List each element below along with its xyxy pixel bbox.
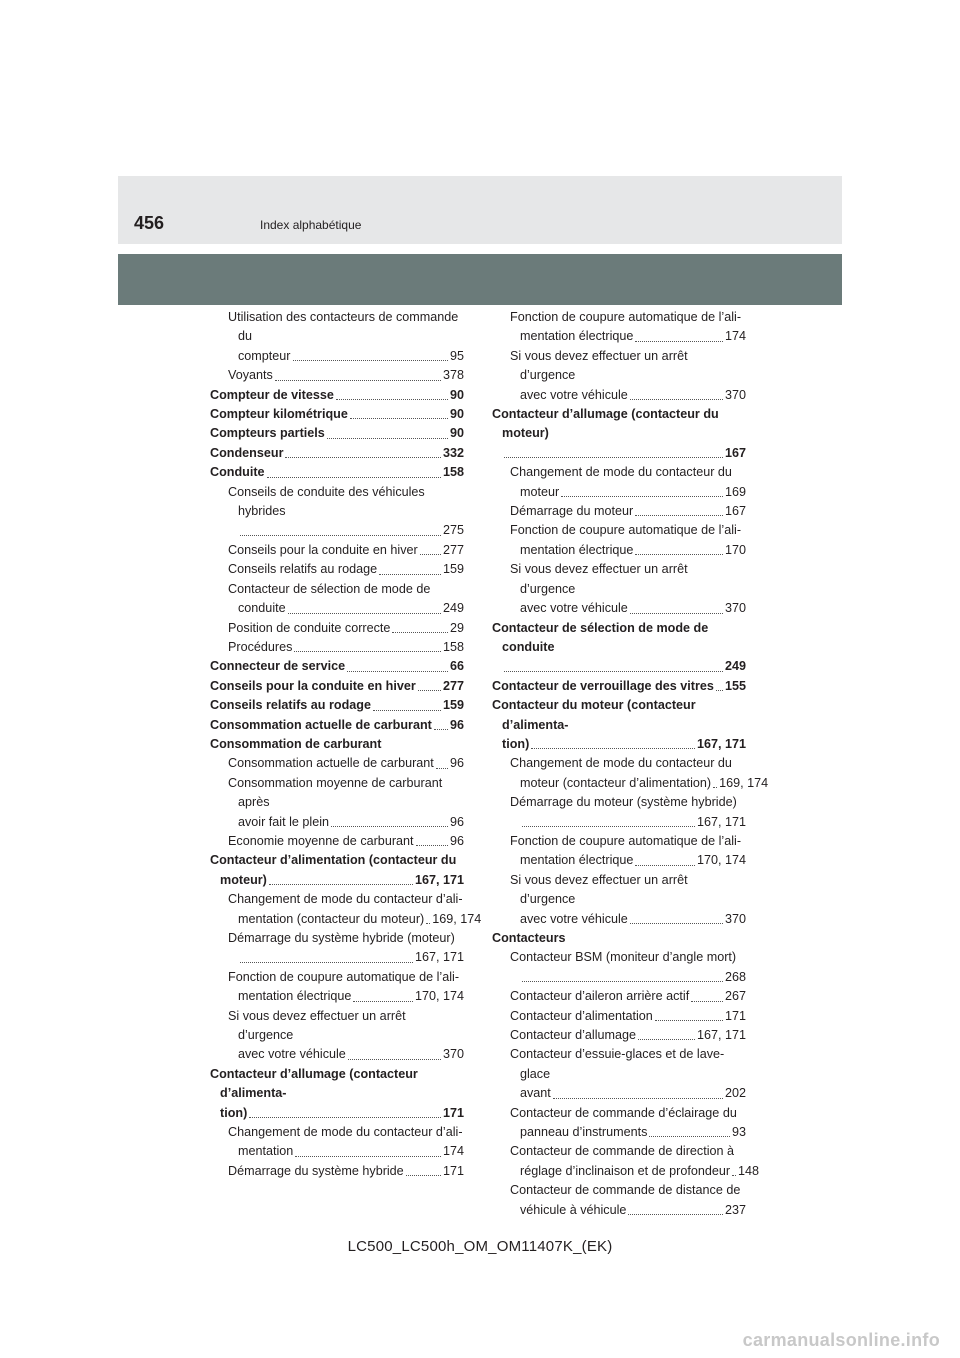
page-ref: 370	[724, 387, 746, 402]
page-ref: 169, 174	[432, 911, 482, 926]
index-subentry	[492, 1045, 746, 1103]
entry-first-line	[510, 347, 746, 386]
page-ref: 370	[724, 911, 746, 926]
leader-dots	[275, 379, 441, 381]
entry-label: Contacteur de commande de distance de	[510, 1183, 741, 1198]
index-subentry	[492, 560, 746, 618]
entry-label: Contacteurs	[492, 931, 566, 945]
entry-first-line	[510, 871, 746, 910]
page-ref: 370	[442, 1047, 464, 1062]
entry-label: Contacteur de verrouillage des vitres	[492, 678, 714, 693]
index-subentry	[492, 521, 746, 560]
leader-dots	[240, 534, 441, 536]
entry-continuation: mentation électrique	[520, 542, 634, 557]
page-ref: 268	[724, 969, 746, 984]
leader-dots	[630, 922, 723, 924]
entry-label: Fonction de coupure automatique de l’ali-	[228, 969, 460, 984]
entry-first-line	[510, 308, 746, 327]
entry-label: Contacteur d’alimentation (contacteur du	[210, 853, 457, 868]
entry-label: Conseils relatifs au rodage	[228, 562, 378, 577]
entry-label: Démarrage du moteur	[510, 504, 634, 519]
page-ref: 202	[724, 1086, 746, 1101]
leader-dots	[531, 747, 695, 749]
index-entry	[210, 657, 464, 676]
leader-dots	[522, 825, 695, 827]
entry-continuation: mentation électrique	[520, 329, 634, 344]
index-entry	[210, 851, 464, 890]
index-column-left	[210, 308, 482, 1181]
entry-continuation-line	[520, 327, 746, 346]
index-subentry	[210, 1123, 464, 1162]
index-subentry	[492, 793, 746, 832]
entry-continuation-line	[238, 813, 464, 832]
page-ref: 90	[449, 387, 464, 402]
index-subentry	[492, 1142, 760, 1181]
index-entry	[210, 424, 464, 443]
index-subentry	[210, 541, 464, 560]
entry-label: Consommation moyenne de carburant après	[228, 775, 443, 810]
leader-dots	[434, 728, 448, 730]
entry-first-line	[510, 1045, 746, 1084]
page-ref: 378	[442, 368, 464, 383]
leader-dots	[269, 883, 413, 885]
leader-dots	[655, 1019, 723, 1021]
entry-label: Contacteur de commande d’éclairage du	[510, 1105, 737, 1120]
leader-dots	[630, 612, 723, 614]
page-ref: 167	[724, 504, 746, 519]
index-subentry	[210, 483, 464, 541]
page-ref: 96	[449, 814, 464, 829]
leader-dots	[348, 1058, 441, 1060]
entry-first-line	[228, 774, 464, 813]
leader-dots	[249, 1116, 441, 1118]
entry-label: Si vous devez effectuer un arrêt d’urgence	[510, 872, 688, 907]
entry-label: Contacteur de commande de direction à	[510, 1144, 735, 1159]
leader-dots	[522, 980, 723, 982]
page-ref: 167	[724, 445, 746, 460]
index-subentry	[210, 308, 464, 366]
entry-label: Compteur kilométrique	[210, 407, 348, 422]
leader-dots	[716, 689, 723, 691]
entry-continuation: mentation (contacteur du moteur)	[238, 911, 425, 926]
index-subentry	[210, 638, 464, 657]
entry-label: Fonction de coupure automatique de l’ali-	[510, 310, 742, 324]
entry-continuation-line	[238, 1045, 464, 1064]
entry-continuation-line	[520, 774, 769, 793]
entry-label: Contacteur de sélection de mode de conduite	[492, 620, 709, 654]
entry-label: Changement de mode du contacteur d’ali-	[228, 1125, 463, 1140]
entry-label: Changement de mode du contacteur d’ali-	[228, 892, 463, 907]
entry-first-line	[210, 851, 464, 870]
page-ref: 370	[724, 601, 746, 616]
index-entry	[210, 735, 464, 754]
entry-continuation-line	[520, 1162, 760, 1181]
entry-continuation-line	[520, 968, 746, 987]
page-ref: 169, 174	[719, 775, 769, 790]
entry-continuation-line	[520, 483, 746, 502]
entry-first-line	[492, 405, 746, 444]
watermark: carmanualsonline.info	[742, 1330, 940, 1350]
leader-dots	[285, 456, 441, 458]
entry-continuation-line	[502, 735, 746, 754]
index-subentry	[492, 987, 746, 1006]
entry-label: Condenseur	[210, 445, 284, 460]
entry-continuation: véhicule à véhicule	[520, 1202, 627, 1217]
leader-dots	[373, 709, 441, 711]
entry-continuation: avec votre véhicule	[238, 1047, 346, 1062]
page-ref: 170, 174	[696, 853, 746, 868]
page-ref: 90	[449, 407, 464, 422]
entry-label: Contacteur d’allumage (contacteur d’alimenta-	[210, 1066, 418, 1101]
leader-dots	[353, 1000, 413, 1002]
leader-dots	[392, 631, 448, 633]
page-ref: 93	[731, 1125, 746, 1140]
page-ref: 171	[442, 1163, 464, 1178]
entry-continuation-line	[520, 1084, 746, 1103]
leader-dots	[630, 398, 723, 400]
page-ref: 155	[724, 678, 746, 693]
index-subentry	[210, 1162, 464, 1181]
page-ref: 159	[442, 698, 464, 713]
header-color-bar	[118, 254, 842, 305]
entry-continuation: tion)	[220, 1105, 248, 1120]
page-ref: 167, 171	[414, 872, 464, 887]
entry-label: Contacteur d’alimentation	[510, 1008, 653, 1023]
entry-continuation-line	[520, 851, 746, 870]
entry-continuation-line	[238, 987, 464, 1006]
entry-first-line	[510, 1142, 746, 1161]
entry-continuation-line	[220, 871, 464, 890]
entry-continuation: réglage d’inclinaison et de profondeur	[520, 1163, 731, 1178]
leader-dots	[713, 786, 717, 788]
entry-first-line	[510, 560, 746, 599]
page-ref: 277	[442, 542, 464, 557]
entry-label: Contacteur du moteur (contacteur d’alimenta-	[492, 698, 696, 732]
entry-label: Position de conduite correcte	[228, 620, 391, 635]
index-subentry	[210, 832, 464, 851]
entry-label: Connecteur de service	[210, 659, 346, 674]
page-ref: 171	[724, 1008, 746, 1023]
entry-first-line	[510, 948, 746, 967]
entry-continuation-line	[238, 948, 464, 967]
page-ref: 158	[442, 465, 464, 480]
leader-dots	[420, 553, 441, 555]
entry-label: Contacteur d’aileron arrière actif	[510, 989, 690, 1004]
entry-first-line	[228, 580, 464, 599]
leader-dots	[347, 670, 448, 672]
entry-first-line	[228, 929, 464, 948]
index-entry	[210, 677, 464, 696]
leader-dots	[327, 437, 448, 439]
index-subentry	[210, 929, 464, 968]
entry-first-line	[228, 308, 464, 347]
index-column-right	[492, 308, 769, 1220]
index-subentry	[210, 754, 464, 773]
entry-label: Contacteur BSM (moniteur d’angle mort)	[510, 950, 737, 965]
entry-continuation: avoir fait le plein	[238, 814, 330, 829]
index-subentry	[492, 948, 746, 987]
leader-dots	[691, 1000, 723, 1002]
index-subentry	[210, 1007, 464, 1065]
entry-label: Conseils pour la conduite en hiver	[228, 542, 418, 557]
index-subentry	[492, 871, 746, 929]
index-subentry	[492, 1026, 746, 1045]
page-ref: 237	[724, 1202, 746, 1217]
entry-continuation: mentation électrique	[520, 853, 634, 868]
page-ref: 249	[442, 601, 464, 616]
leader-dots	[331, 825, 448, 827]
leader-dots	[379, 573, 441, 575]
entry-label: Compteur de vitesse	[210, 387, 334, 402]
entry-continuation-line	[238, 347, 464, 366]
entry-label: Si vous devez effectuer un arrêt d’urgence	[510, 348, 688, 383]
entry-label: Consommation actuelle de carburant	[210, 717, 432, 732]
entry-continuation-line	[520, 910, 746, 929]
entry-label: Contacteur d’allumage	[510, 1028, 637, 1043]
entry-label: Contacteur d’allumage (contacteur du moteur)	[492, 407, 719, 441]
index-entry	[492, 405, 746, 463]
index-entry	[210, 696, 464, 715]
page-ref: 167, 171	[696, 814, 746, 829]
entry-continuation: avec votre véhicule	[520, 387, 628, 402]
page-ref: 158	[442, 639, 464, 654]
entry-continuation: avec votre véhicule	[520, 911, 628, 926]
page-ref: 167, 171	[696, 1028, 746, 1043]
leader-dots	[553, 1097, 723, 1099]
entry-continuation-line	[520, 1201, 746, 1220]
page-ref: 170	[724, 542, 746, 557]
index-subentry	[210, 580, 464, 619]
page-ref: 171	[442, 1105, 464, 1120]
leader-dots	[293, 359, 448, 361]
index-subentry	[210, 366, 464, 385]
index-entry	[210, 444, 464, 463]
leader-dots	[638, 1038, 695, 1040]
leader-dots	[732, 1174, 736, 1176]
leader-dots	[635, 553, 723, 555]
entry-continuation-line	[502, 657, 746, 676]
page-ref: 332	[442, 445, 464, 460]
entry-continuation-line	[520, 813, 746, 832]
leader-dots	[504, 670, 723, 672]
index-entry	[492, 677, 746, 696]
entry-continuation-line	[520, 599, 746, 618]
page-ref: 249	[724, 659, 746, 674]
entry-label: Conseils de conduite des véhicules hybrides	[228, 484, 425, 519]
entry-continuation-line	[238, 910, 482, 929]
leader-dots	[504, 456, 723, 458]
leader-dots	[267, 476, 441, 478]
entry-label: Procédures	[228, 639, 293, 654]
page-ref: 90	[449, 426, 464, 441]
index-entry	[210, 716, 464, 735]
page-ref: 148	[738, 1163, 760, 1178]
entry-continuation-line	[520, 1123, 746, 1142]
index-subentry	[492, 754, 769, 793]
leader-dots	[350, 417, 448, 419]
index-entry	[492, 929, 746, 948]
section-title: Index alphabétique	[260, 218, 362, 232]
entry-continuation-line	[502, 444, 746, 463]
entry-first-line	[510, 463, 746, 482]
page-ref: 277	[442, 678, 464, 693]
entry-label: Contacteur de sélection de mode de	[228, 581, 431, 596]
page-ref: 169	[724, 484, 746, 499]
entry-continuation: panneau d’instruments	[520, 1125, 648, 1140]
entry-label: Compteurs partiels	[210, 426, 325, 441]
entry-first-line	[228, 890, 464, 909]
entry-first-line	[510, 832, 746, 851]
entry-first-line	[228, 483, 464, 522]
page-ref: 174	[442, 1144, 464, 1159]
entry-first-line	[510, 793, 746, 812]
entry-first-line	[510, 521, 746, 540]
entry-label: Si vous devez effectuer un arrêt d’urgence	[228, 1008, 406, 1043]
entry-continuation: mentation électrique	[238, 989, 352, 1004]
entry-label: Changement de mode du contacteur du	[510, 756, 732, 771]
entry-label: Si vous devez effectuer un arrêt d’urgence	[510, 562, 688, 596]
entry-continuation: mentation	[238, 1144, 294, 1159]
index-subentry	[492, 1181, 746, 1220]
leader-dots	[294, 650, 441, 652]
entry-first-line	[492, 619, 746, 658]
document-code: LC500_LC500h_OM_OM11407K_(EK)	[347, 1238, 613, 1255]
index-entry	[492, 619, 746, 677]
index-subentry	[492, 1104, 746, 1143]
index-subentry	[492, 502, 746, 521]
entry-continuation-line	[520, 386, 746, 405]
leader-dots	[628, 1213, 723, 1215]
entry-label: Voyants	[228, 368, 273, 383]
page-ref: 174	[724, 329, 746, 344]
leader-dots	[288, 612, 441, 614]
entry-first-line	[228, 1007, 464, 1046]
entry-continuation-line	[220, 1104, 464, 1123]
entry-label: Conduite	[210, 465, 265, 480]
entry-first-line	[510, 754, 746, 773]
entry-label: Démarrage du moteur (système hybride)	[510, 795, 737, 810]
leader-dots	[426, 922, 430, 924]
leader-dots	[635, 340, 723, 342]
entry-continuation: moteur (contacteur d’alimentation)	[520, 775, 712, 790]
index-subentry	[210, 619, 464, 638]
entry-continuation: compteur	[238, 348, 291, 363]
entry-continuation-line	[238, 1142, 464, 1161]
index-subentry	[210, 560, 464, 579]
page-ref: 29	[449, 620, 464, 635]
leader-dots	[240, 961, 413, 963]
entry-continuation: avant	[520, 1086, 551, 1101]
entry-first-line	[228, 1123, 464, 1142]
index-subentry	[492, 308, 746, 347]
index-subentry	[492, 463, 746, 502]
entry-continuation: moteur)	[220, 872, 267, 887]
page-number: 456	[134, 213, 165, 233]
entry-label: Conseils pour la conduite en hiver	[210, 678, 416, 693]
leader-dots	[635, 864, 695, 866]
index-entry	[210, 405, 464, 424]
entry-label: Utilisation des contacteurs de commande du	[228, 310, 459, 344]
index-entry	[210, 1065, 464, 1123]
page-ref: 96	[449, 833, 464, 848]
page-ref: 275	[442, 523, 464, 538]
entry-label: Conseils relatifs au rodage	[210, 698, 371, 713]
entry-label: Consommation actuelle de carburant	[228, 756, 434, 771]
index-entry	[492, 696, 746, 754]
page-ref: 267	[724, 989, 746, 1004]
leader-dots	[436, 767, 448, 769]
entry-label: Démarrage du système hybride (moteur)	[228, 931, 455, 945]
header-band	[118, 176, 842, 244]
page-ref: 170, 174	[414, 989, 464, 1004]
leader-dots	[295, 1155, 441, 1157]
entry-first-line	[492, 696, 746, 735]
leader-dots	[406, 1174, 441, 1176]
page-ref: 66	[449, 659, 464, 674]
page-ref: 96	[449, 756, 464, 771]
entry-continuation-line	[238, 521, 464, 540]
entry-label: Consommation de carburant	[210, 736, 382, 751]
index-subentry	[492, 1007, 746, 1026]
entry-label: Fonction de coupure automatique de l’ali-	[510, 833, 742, 848]
entry-first-line	[510, 1104, 746, 1123]
page-ref: 167, 171	[414, 950, 464, 965]
entry-label: Démarrage du système hybride	[228, 1163, 404, 1178]
leader-dots	[416, 844, 448, 846]
entry-label: Economie moyenne de carburant	[228, 833, 414, 848]
leader-dots	[418, 689, 441, 691]
entry-continuation: moteur	[520, 484, 560, 499]
entry-continuation: avec votre véhicule	[520, 601, 628, 616]
index-subentry	[492, 347, 746, 405]
entry-first-line	[510, 1181, 746, 1200]
page-ref: 167, 171	[696, 736, 746, 751]
leader-dots	[635, 514, 723, 516]
page-ref: 159	[442, 562, 464, 577]
index-entry	[210, 386, 464, 405]
index-entry	[210, 463, 464, 482]
entry-label: Changement de mode du contacteur du	[510, 465, 732, 480]
page-ref: 96	[449, 717, 464, 732]
entry-label: Fonction de coupure automatique de l’ali-	[510, 523, 742, 538]
entry-first-line	[210, 1065, 464, 1104]
leader-dots	[649, 1135, 730, 1137]
entry-continuation-line	[520, 541, 746, 560]
entry-continuation: conduite	[238, 601, 286, 616]
index-subentry	[210, 774, 464, 832]
page-ref: 95	[449, 348, 464, 363]
entry-label: Contacteur d’essuie-glaces et de lave-glace	[510, 1047, 725, 1081]
leader-dots	[561, 495, 723, 497]
entry-first-line	[228, 968, 464, 987]
index-subentry	[210, 968, 464, 1007]
entry-continuation: tion)	[502, 736, 530, 751]
entry-continuation-line	[238, 599, 464, 618]
leader-dots	[336, 398, 448, 400]
index-subentry	[210, 890, 482, 929]
index-subentry	[492, 832, 746, 871]
